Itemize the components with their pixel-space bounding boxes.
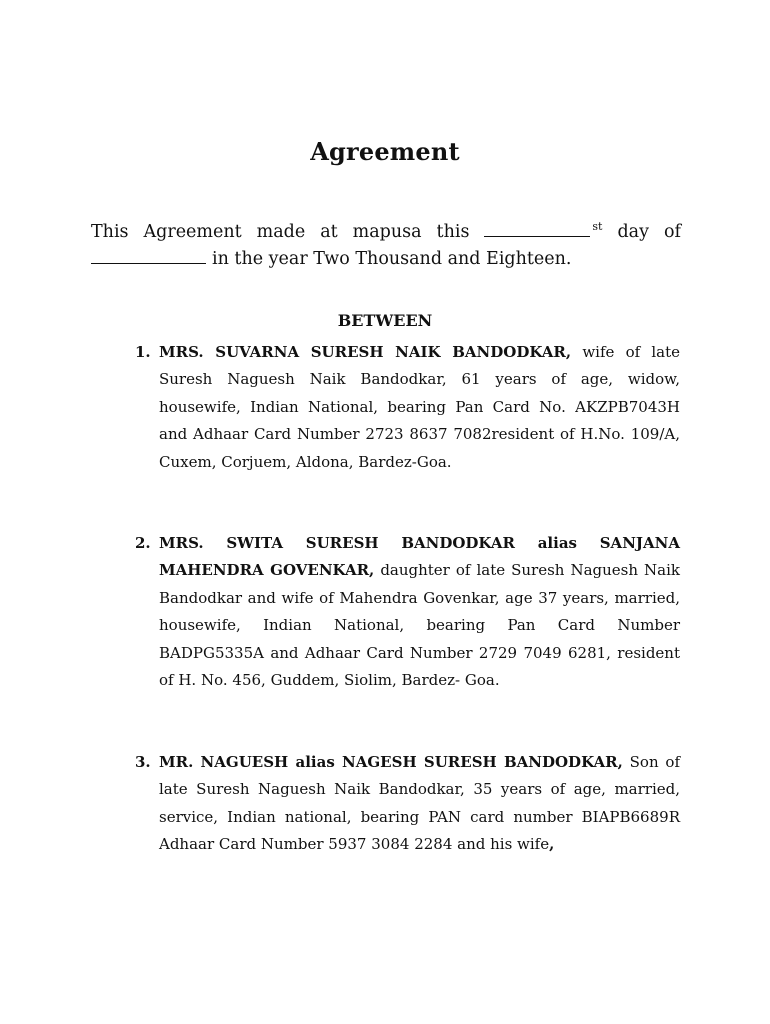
intro-word: Agreement <box>143 222 242 242</box>
day-suffix: st <box>592 220 603 233</box>
party-3 <box>135 749 680 859</box>
party-details: daughter of late Suresh Naguesh Naik Bandodkar and wife of Mahendra Govenkar, age 37 years, married, housewife, Indian National, bearing Pan Card Number BADPG5335A and Adhaar Card Number 2729 7049 6281, resident of H. No. 456, Guddem, Siolim, Bardez- Goa. <box>159 561 680 690</box>
party-trailing-comma: , <box>549 835 555 854</box>
of-label: of <box>663 222 681 242</box>
intro-word: This <box>91 222 129 242</box>
party-1 <box>135 339 680 476</box>
party-name: MR. NAGUESH alias NAGESH SURESH BANDODKAR, <box>159 753 623 771</box>
party-number: 2. <box>135 534 151 552</box>
month-blank <box>91 245 206 264</box>
party-details: wife of late Suresh Naguesh Naik Bandodkar, 61 years of age, widow, housewife, Indian National, bearing Pan Card No. AKZPB7043H and Adhaar Card Number 2723 8637 7082resident of H.No. 109/A, Cuxem, Corjuem, Aldona, Bardez-Goa. <box>159 343 680 471</box>
party-name: MRS. SUVARNA SURESH NAIK BANDODKAR, <box>159 343 572 361</box>
party-2 <box>135 530 680 694</box>
intro-word: mapusa <box>352 222 422 242</box>
intro-word: this <box>436 222 470 242</box>
party-name: MRS. SWITA SURESH BANDODKAR alias SANJANA MAHENDRA GOVENKAR, <box>159 534 680 580</box>
between-heading: BETWEEN <box>337 311 433 330</box>
party-number: 3. <box>135 753 151 771</box>
day-label: day <box>617 222 649 242</box>
intro-line-2 <box>91 243 681 275</box>
intro-line-2-text: in the year Two Thousand and Eighteen. <box>212 249 572 269</box>
intro-word: at <box>320 222 338 242</box>
party-number: 1. <box>135 343 151 361</box>
day-blank <box>484 218 590 237</box>
party-details: Son of late Suresh Naguesh Naik Bandodkar, 35 years of age, married, service, Indian national, bearing PAN card number BIAPB6689R Adhaar Card Number 5937 3084 2284 and his wife <box>159 753 680 854</box>
party-text <box>159 749 680 859</box>
intro-word: made <box>256 222 306 242</box>
party-text <box>159 530 680 694</box>
document-title: Agreement <box>310 137 460 166</box>
party-text <box>159 339 680 476</box>
